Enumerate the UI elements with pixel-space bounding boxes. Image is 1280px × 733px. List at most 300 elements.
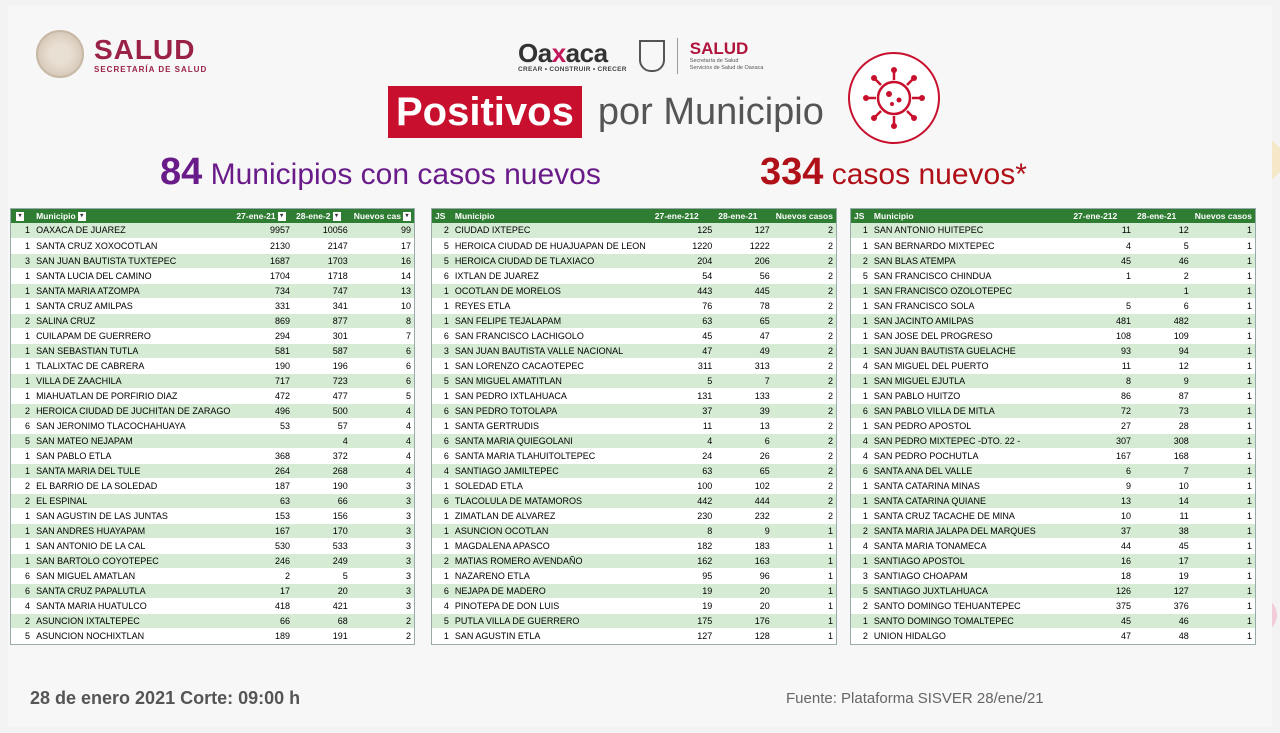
table-row bbox=[11, 313, 414, 328]
cases-27-cell: 331 bbox=[233, 298, 293, 313]
jurisdiction-cell: 4 bbox=[851, 538, 871, 553]
jurisdiction-cell: 1 bbox=[851, 313, 871, 328]
cases-27-cell: 581 bbox=[233, 343, 293, 358]
table-row bbox=[851, 388, 1255, 403]
cases-28-cell: 102 bbox=[715, 478, 773, 493]
new-cases-cell: 1 bbox=[773, 598, 836, 613]
jurisdiction-cell: 1 bbox=[432, 523, 452, 538]
new-cases-cell: 2 bbox=[773, 223, 836, 238]
cases-27-cell: 126 bbox=[1070, 583, 1134, 598]
table-row bbox=[11, 388, 414, 403]
municipio-cell: SANTIAGO JUXTLAHUACA bbox=[871, 583, 1070, 598]
cases-27-cell: 9957 bbox=[233, 223, 293, 238]
jurisdiction-cell: 2 bbox=[11, 493, 33, 508]
cases-27-cell: 167 bbox=[1070, 448, 1134, 463]
cases-27-cell: 45 bbox=[1070, 253, 1134, 268]
cases-27-cell: 717 bbox=[233, 373, 293, 388]
table-row bbox=[11, 298, 414, 313]
new-cases-cell: 1 bbox=[1192, 313, 1255, 328]
table-row bbox=[11, 508, 414, 523]
cases-28-cell: 26 bbox=[715, 448, 773, 463]
municipio-cell: SANTO DOMINGO TEHUANTEPEC bbox=[871, 598, 1070, 613]
municipio-cell: SANTA MARIA JALAPA DEL MARQUES bbox=[871, 523, 1070, 538]
jurisdiction-cell: 1 bbox=[11, 223, 33, 238]
salud-title: SALUD bbox=[94, 33, 196, 65]
table-row bbox=[432, 493, 836, 508]
new-cases-cell: 1 bbox=[1192, 433, 1255, 448]
table-row bbox=[432, 628, 836, 643]
cases-28-cell: 2147 bbox=[293, 238, 351, 253]
new-cases-cell: 8 bbox=[351, 313, 414, 328]
table-row bbox=[851, 238, 1255, 253]
new-cases-cell: 1 bbox=[1192, 298, 1255, 313]
table-row bbox=[11, 613, 414, 628]
table-row bbox=[851, 493, 1255, 508]
table-row bbox=[432, 358, 836, 373]
jurisdiction-cell: 1 bbox=[11, 388, 33, 403]
municipio-cell: SAN PEDRO IXTLAHUACA bbox=[452, 388, 652, 403]
cases-28-cell: 5 bbox=[1134, 238, 1192, 253]
cases-27-cell bbox=[1070, 283, 1134, 298]
cases-27-cell: 37 bbox=[1070, 523, 1134, 538]
cases-27-cell: 294 bbox=[233, 328, 293, 343]
table-row bbox=[851, 583, 1255, 598]
table-row bbox=[11, 253, 414, 268]
municipio-cell: HEROICA CIUDAD DE HUAJUAPAN DE LEON bbox=[452, 238, 652, 253]
cases-27-cell: 11 bbox=[1070, 223, 1134, 238]
cases-27-cell: 162 bbox=[652, 553, 716, 568]
column-header: 28-ene-21 bbox=[715, 209, 773, 223]
jurisdiction-cell: 1 bbox=[11, 358, 33, 373]
municipio-cell: HEROICA CIUDAD DE JUCHITAN DE ZARAGO bbox=[33, 403, 233, 418]
municipio-cell: SANTA MARIA ATZOMPA bbox=[33, 283, 233, 298]
column-header: Municipio bbox=[452, 209, 652, 223]
cases-28-cell: 20 bbox=[293, 583, 351, 598]
table-row bbox=[851, 523, 1255, 538]
cases-28-cell: 301 bbox=[293, 328, 351, 343]
cases-28-cell: 57 bbox=[293, 418, 351, 433]
municipio-cell: SAN BERNARDO MIXTEPEC bbox=[871, 238, 1070, 253]
jurisdiction-cell: 1 bbox=[432, 478, 452, 493]
cases-28-cell: 191 bbox=[293, 628, 351, 643]
table-row bbox=[11, 478, 414, 493]
new-cases-cell: 1 bbox=[1192, 358, 1255, 373]
jurisdiction-cell: 1 bbox=[851, 328, 871, 343]
cases-27-cell: 189 bbox=[233, 628, 293, 643]
municipio-cell: SAN FRANCISCO SOLA bbox=[871, 298, 1070, 313]
jurisdiction-cell: 3 bbox=[11, 253, 33, 268]
jurisdiction-cell: 6 bbox=[11, 418, 33, 433]
municipio-cell: TLACOLULA DE MATAMOROS bbox=[452, 493, 652, 508]
jurisdiction-cell: 1 bbox=[11, 238, 33, 253]
cases-27-cell: 5 bbox=[1070, 298, 1134, 313]
municipio-cell: MIAHUATLAN DE PORFIRIO DIAZ bbox=[33, 388, 233, 403]
new-cases-cell: 1 bbox=[773, 583, 836, 598]
new-cases-cell: 3 bbox=[351, 508, 414, 523]
new-cases-cell: 10 bbox=[351, 298, 414, 313]
municipio-cell: CIUDAD IXTEPEC bbox=[452, 223, 652, 238]
municipio-cell: SANTA CRUZ XOXOCOTLAN bbox=[33, 238, 233, 253]
cases-28-cell: 46 bbox=[1134, 253, 1192, 268]
municipio-cell: EL ESPINAL bbox=[33, 493, 233, 508]
municipio-cell: SANTIAGO APOSTOL bbox=[871, 553, 1070, 568]
municipio-cell: ASUNCION NOCHIXTLAN bbox=[33, 628, 233, 643]
municipio-cell: SANTA ANA DEL VALLE bbox=[871, 463, 1070, 478]
cases-27-cell: 9 bbox=[1070, 478, 1134, 493]
cases-27-cell: 311 bbox=[652, 358, 716, 373]
new-cases-cell: 2 bbox=[773, 418, 836, 433]
new-cases-cell: 2 bbox=[773, 358, 836, 373]
municipio-cell: MAGDALENA APASCO bbox=[452, 538, 652, 553]
new-cases-cell: 7 bbox=[351, 328, 414, 343]
filter-dropdown-icon[interactable]: ▾ bbox=[78, 212, 86, 221]
table-row bbox=[11, 628, 414, 643]
cases-27-cell: 8 bbox=[652, 523, 716, 538]
virus-icon bbox=[848, 52, 940, 144]
table-header-row bbox=[851, 209, 1255, 223]
cases-28-cell: 127 bbox=[1134, 583, 1192, 598]
jurisdiction-cell: 3 bbox=[432, 343, 452, 358]
column-header: Municipio bbox=[871, 209, 1070, 223]
cases-28-cell: 196 bbox=[293, 358, 351, 373]
table-row bbox=[11, 403, 414, 418]
municipio-cell: SAN FRANCISCO OZOLOTEPEC bbox=[871, 283, 1070, 298]
column-header: 28-ene-21 bbox=[1134, 209, 1192, 223]
cases-28-cell: 268 bbox=[293, 463, 351, 478]
municipio-cell: EL BARRIO DE LA SOLEDAD bbox=[33, 478, 233, 493]
cases-27-cell: 8 bbox=[1070, 373, 1134, 388]
new-cases-cell: 2 bbox=[773, 433, 836, 448]
table-row bbox=[432, 598, 836, 613]
cases-28-cell: 38 bbox=[1134, 523, 1192, 538]
cases-28-cell: 421 bbox=[293, 598, 351, 613]
cases-28-cell: 723 bbox=[293, 373, 351, 388]
cases-27-cell: 44 bbox=[1070, 538, 1134, 553]
jurisdiction-cell: 1 bbox=[851, 223, 871, 238]
jurisdiction-cell: 1 bbox=[851, 553, 871, 568]
jurisdiction-cell: 6 bbox=[432, 493, 452, 508]
municipio-cell: SAN ANTONIO DE LA CAL bbox=[33, 538, 233, 553]
cases-28-cell: 163 bbox=[715, 553, 773, 568]
jurisdiction-cell: 1 bbox=[851, 343, 871, 358]
cases-27-cell: 175 bbox=[652, 613, 716, 628]
table-row bbox=[432, 478, 836, 493]
new-cases-cell: 4 bbox=[351, 403, 414, 418]
column-header[interactable]: 28-ene-2 ▾ bbox=[293, 209, 351, 223]
jurisdiction-cell: 1 bbox=[11, 448, 33, 463]
cases-28-cell: 46 bbox=[1134, 613, 1192, 628]
municipio-cell: SANTA CRUZ PAPALUTLA bbox=[33, 583, 233, 598]
filter-dropdown-icon[interactable]: ▾ bbox=[278, 212, 286, 221]
municipio-cell: SAN PABLO HUITZO bbox=[871, 388, 1070, 403]
table-row bbox=[851, 283, 1255, 298]
new-cases-cell: 2 bbox=[773, 508, 836, 523]
jurisdiction-cell: 1 bbox=[11, 298, 33, 313]
municipio-cell: SANTA MARIA QUIEGOLANI bbox=[452, 433, 652, 448]
salud-subtitle: SECRETARÍA DE SALUD bbox=[94, 64, 208, 74]
jurisdiction-cell: 4 bbox=[432, 598, 452, 613]
cases-28-cell: 13 bbox=[715, 418, 773, 433]
cases-28-cell: 176 bbox=[715, 613, 773, 628]
table-row bbox=[432, 403, 836, 418]
cases-27-cell: 54 bbox=[652, 268, 716, 283]
jurisdiction-cell: 1 bbox=[11, 538, 33, 553]
table-row bbox=[851, 508, 1255, 523]
table-row bbox=[851, 463, 1255, 478]
cases-27-cell: 16 bbox=[1070, 553, 1134, 568]
jurisdiction-cell: 1 bbox=[851, 508, 871, 523]
jurisdiction-cell: 1 bbox=[851, 388, 871, 403]
new-cases-cell: 3 bbox=[351, 568, 414, 583]
municipio-cell: SAN MIGUEL EJUTLA bbox=[871, 373, 1070, 388]
cases-27-cell: 17 bbox=[233, 583, 293, 598]
cases-27-cell: 190 bbox=[233, 358, 293, 373]
table-row bbox=[432, 388, 836, 403]
jurisdiction-cell: 6 bbox=[11, 583, 33, 598]
table-row bbox=[851, 613, 1255, 628]
table-row bbox=[851, 358, 1255, 373]
municipio-cell: SAN PEDRO APOSTOL bbox=[871, 418, 1070, 433]
cases-27-cell: 442 bbox=[652, 493, 716, 508]
table-row bbox=[432, 583, 836, 598]
table-row bbox=[11, 598, 414, 613]
municipio-cell: SANTO DOMINGO TOMALTEPEC bbox=[871, 613, 1070, 628]
municipio-cell: SAN ANDRES HUAYAPAM bbox=[33, 523, 233, 538]
cases-28-cell: 78 bbox=[715, 298, 773, 313]
municipio-cell: PINOTEPA DE DON LUIS bbox=[452, 598, 652, 613]
table-row bbox=[11, 343, 414, 358]
cases-28-cell: 128 bbox=[715, 628, 773, 643]
jurisdiction-cell: 2 bbox=[432, 223, 452, 238]
column-header: Nuevos casos bbox=[1192, 209, 1255, 223]
new-cases-cell: 1 bbox=[1192, 628, 1255, 643]
municipio-cell: SANTIAGO JAMILTEPEC bbox=[452, 463, 652, 478]
table-row bbox=[851, 313, 1255, 328]
cases-28-cell: 56 bbox=[715, 268, 773, 283]
oaxaca-logo bbox=[518, 38, 763, 74]
column-header: Nuevos casos bbox=[773, 209, 836, 223]
cases-28-cell: 445 bbox=[715, 283, 773, 298]
new-cases-cell: 2 bbox=[773, 343, 836, 358]
cases-28-cell: 39 bbox=[715, 403, 773, 418]
new-cases-cell: 1 bbox=[1192, 583, 1255, 598]
cases-28-cell: 190 bbox=[293, 478, 351, 493]
table-row bbox=[432, 373, 836, 388]
cases-28-cell: 12 bbox=[1134, 223, 1192, 238]
jurisdiction-cell: 2 bbox=[11, 478, 33, 493]
municipio-cell: SAN PEDRO TOTOLAPA bbox=[452, 403, 652, 418]
new-cases-cell: 3 bbox=[351, 583, 414, 598]
cases-28-cell: 19 bbox=[1134, 568, 1192, 583]
table-row bbox=[432, 463, 836, 478]
cases-28-cell: 1718 bbox=[293, 268, 351, 283]
table-row bbox=[851, 328, 1255, 343]
cases-28-cell: 45 bbox=[1134, 538, 1192, 553]
jurisdiction-cell: 2 bbox=[11, 313, 33, 328]
new-cases-cell: 2 bbox=[351, 613, 414, 628]
column-header[interactable]: 27-ene-21 ▾ bbox=[233, 209, 293, 223]
municipio-cell: SAN JUAN BAUTISTA VALLE NACIONAL bbox=[452, 343, 652, 358]
cases-27-cell: 4 bbox=[652, 433, 716, 448]
cases-28-cell: 308 bbox=[1134, 433, 1192, 448]
jurisdiction-cell: 6 bbox=[432, 268, 452, 283]
cases-27-cell: 1704 bbox=[233, 268, 293, 283]
jurisdiction-cell: 1 bbox=[11, 463, 33, 478]
jurisdiction-cell: 1 bbox=[851, 373, 871, 388]
cases-27-cell: 1 bbox=[1070, 268, 1134, 283]
table-row bbox=[11, 463, 414, 478]
mexico-seal-icon bbox=[36, 30, 84, 78]
table-row bbox=[432, 538, 836, 553]
jurisdiction-cell: 1 bbox=[432, 388, 452, 403]
new-cases-cell: 1 bbox=[1192, 448, 1255, 463]
column-header[interactable]: Nuevos cas ▾ bbox=[351, 209, 414, 223]
new-cases-cell: 1 bbox=[773, 538, 836, 553]
municipio-cell: ZIMATLAN DE ALVAREZ bbox=[452, 508, 652, 523]
cases-28-cell: 20 bbox=[715, 598, 773, 613]
jurisdiction-cell: 1 bbox=[432, 568, 452, 583]
new-cases-cell: 1 bbox=[1192, 508, 1255, 523]
table-header-row bbox=[432, 209, 836, 223]
new-cases-cell: 2 bbox=[773, 238, 836, 253]
table-row bbox=[11, 238, 414, 253]
table-row bbox=[432, 433, 836, 448]
new-cases-cell: 1 bbox=[773, 613, 836, 628]
cases-27-cell: 443 bbox=[652, 283, 716, 298]
cases-27-cell: 481 bbox=[1070, 313, 1134, 328]
column-header[interactable] bbox=[11, 209, 33, 223]
cases-27-cell: 37 bbox=[652, 403, 716, 418]
jurisdiction-cell: 1 bbox=[11, 283, 33, 298]
cases-27-cell: 131 bbox=[652, 388, 716, 403]
filter-dropdown-icon[interactable]: ▾ bbox=[16, 212, 24, 221]
casos-count: 334 bbox=[760, 151, 824, 193]
jurisdiction-cell: 2 bbox=[11, 403, 33, 418]
jurisdiction-cell: 1 bbox=[432, 508, 452, 523]
jurisdiction-cell: 1 bbox=[11, 508, 33, 523]
table-row bbox=[432, 283, 836, 298]
cases-27-cell: 5 bbox=[652, 373, 716, 388]
cases-27-cell: 47 bbox=[1070, 628, 1134, 643]
cases-28-cell: 170 bbox=[293, 523, 351, 538]
cases-28-cell: 1222 bbox=[715, 238, 773, 253]
municipio-cell: SAN PEDRO MIXTEPEC -DTO. 22 - bbox=[871, 433, 1070, 448]
casos-stat bbox=[760, 150, 1027, 197]
cases-28-cell: 376 bbox=[1134, 598, 1192, 613]
casos-label: casos nuevos* bbox=[831, 158, 1027, 191]
new-cases-cell: 1 bbox=[1192, 553, 1255, 568]
jurisdiction-cell: 1 bbox=[851, 238, 871, 253]
jurisdiction-cell: 5 bbox=[851, 583, 871, 598]
oaxaca-salud-sub1: Secretaría de Salud bbox=[689, 58, 739, 64]
new-cases-cell: 1 bbox=[1192, 523, 1255, 538]
municipio-cell: SANTA MARIA TONAMECA bbox=[871, 538, 1070, 553]
jurisdiction-cell: 1 bbox=[11, 328, 33, 343]
municipio-cell: TLALIXTAC DE CABRERA bbox=[33, 358, 233, 373]
table-row bbox=[432, 448, 836, 463]
cases-27-cell: 4 bbox=[1070, 238, 1134, 253]
table-row bbox=[432, 298, 836, 313]
table-row bbox=[851, 298, 1255, 313]
cases-27-cell: 368 bbox=[233, 448, 293, 463]
cases-28-cell: 7 bbox=[715, 373, 773, 388]
cases-27-cell: 530 bbox=[233, 538, 293, 553]
table-row bbox=[11, 523, 414, 538]
salud-logo bbox=[36, 30, 207, 78]
oaxaca-salud-title: SALUD bbox=[689, 39, 749, 58]
oaxaca-tagline: CREAR • CONSTRUIR • CRECER bbox=[518, 65, 627, 73]
jurisdiction-cell: 6 bbox=[851, 403, 871, 418]
municipio-cell: SAN MIGUEL AMATLAN bbox=[33, 568, 233, 583]
municipio-cell: SAN FRANCISCO CHINDUA bbox=[871, 268, 1070, 283]
jurisdiction-cell: 1 bbox=[11, 373, 33, 388]
new-cases-cell: 1 bbox=[1192, 463, 1255, 478]
filter-dropdown-icon[interactable]: ▾ bbox=[403, 212, 411, 221]
new-cases-cell: 2 bbox=[773, 448, 836, 463]
municipios-table-2 bbox=[431, 208, 837, 645]
municipio-cell: UNION HIDALGO bbox=[871, 628, 1070, 643]
cases-28-cell: 9 bbox=[715, 523, 773, 538]
municipios-label: Municipios con casos nuevos bbox=[210, 158, 601, 191]
cases-28-cell: 500 bbox=[293, 403, 351, 418]
new-cases-cell: 1 bbox=[1192, 253, 1255, 268]
municipio-cell: SAN MIGUEL AMATITLAN bbox=[452, 373, 652, 388]
jurisdiction-cell: 1 bbox=[851, 613, 871, 628]
new-cases-cell: 1 bbox=[1192, 238, 1255, 253]
new-cases-cell: 1 bbox=[1192, 328, 1255, 343]
cases-28-cell: 444 bbox=[715, 493, 773, 508]
filter-dropdown-icon[interactable]: ▾ bbox=[333, 212, 341, 221]
jurisdiction-cell: 4 bbox=[11, 598, 33, 613]
cases-27-cell: 2 bbox=[233, 568, 293, 583]
table-row bbox=[432, 253, 836, 268]
jurisdiction-cell: 4 bbox=[851, 358, 871, 373]
new-cases-cell: 1 bbox=[773, 523, 836, 538]
cases-27-cell: 182 bbox=[652, 538, 716, 553]
cases-27-cell: 167 bbox=[233, 523, 293, 538]
cases-27-cell: 27 bbox=[1070, 418, 1134, 433]
municipio-cell: IXTLAN DE JUAREZ bbox=[452, 268, 652, 283]
table-row bbox=[11, 223, 414, 238]
cases-27-cell: 53 bbox=[233, 418, 293, 433]
cases-28-cell: 533 bbox=[293, 538, 351, 553]
column-header[interactable]: Municipio ▾ bbox=[33, 209, 233, 223]
jurisdiction-cell: 1 bbox=[432, 538, 452, 553]
jurisdiction-cell: 2 bbox=[851, 253, 871, 268]
cases-28-cell: 28 bbox=[1134, 418, 1192, 433]
table-row bbox=[851, 223, 1255, 238]
new-cases-cell: 3 bbox=[351, 493, 414, 508]
cases-27-cell bbox=[233, 433, 293, 448]
jurisdiction-cell: 6 bbox=[11, 568, 33, 583]
jurisdiction-cell: 2 bbox=[11, 613, 33, 628]
cases-27-cell: 734 bbox=[233, 283, 293, 298]
municipio-cell: SAN ANTONIO HUITEPEC bbox=[871, 223, 1070, 238]
cases-27-cell: 264 bbox=[233, 463, 293, 478]
cases-27-cell: 375 bbox=[1070, 598, 1134, 613]
new-cases-cell: 6 bbox=[351, 343, 414, 358]
cases-27-cell: 6 bbox=[1070, 463, 1134, 478]
municipio-cell: SAN FELIPE TEJALAPAM bbox=[452, 313, 652, 328]
new-cases-cell: 2 bbox=[773, 478, 836, 493]
jurisdiction-cell: 1 bbox=[851, 283, 871, 298]
new-cases-cell: 1 bbox=[1192, 568, 1255, 583]
table-row bbox=[851, 268, 1255, 283]
cases-28-cell: 49 bbox=[715, 343, 773, 358]
jurisdiction-cell: 4 bbox=[432, 463, 452, 478]
municipio-cell: PUTLA VILLA DE GUERRERO bbox=[452, 613, 652, 628]
jurisdiction-cell: 2 bbox=[851, 598, 871, 613]
